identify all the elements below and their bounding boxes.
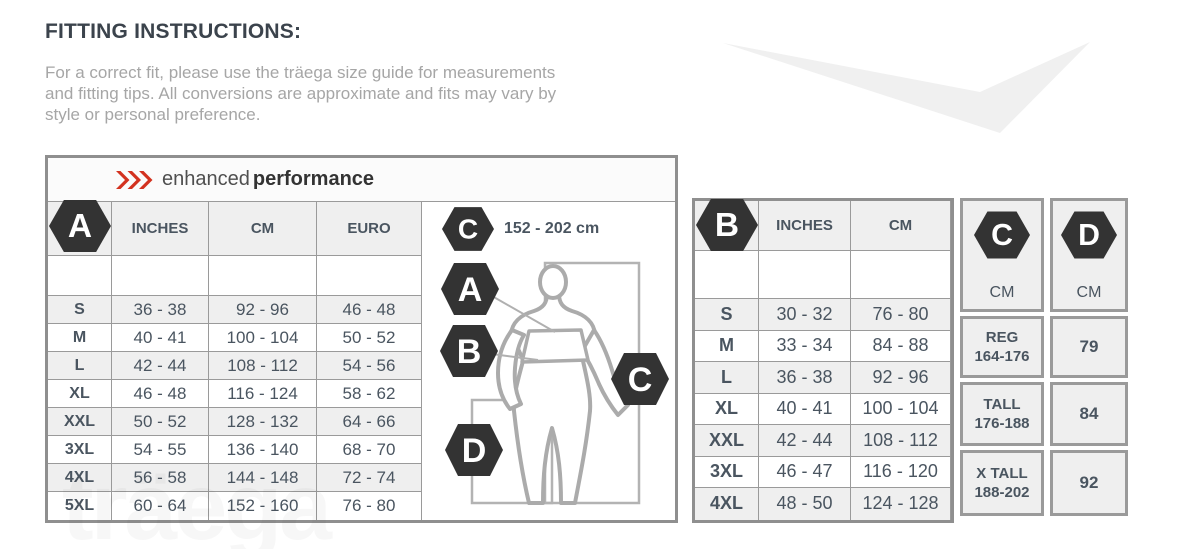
brand-banner — [48, 158, 675, 202]
height-segment-range: 164-176 — [974, 348, 1030, 365]
intro-line: For a correct fit, please use the träega size guide for measurements — [45, 63, 556, 82]
empty-cell — [695, 251, 759, 299]
size-cell: L — [48, 352, 112, 380]
height-column-header — [960, 198, 1044, 312]
svg-text:B: B — [456, 333, 482, 371]
euro-cell: 72 - 74 — [317, 464, 422, 492]
col-header-euro: EURO — [317, 202, 422, 256]
size-cell: XXL — [48, 408, 112, 436]
inches-cell: 46 - 47 — [759, 457, 851, 489]
body-head — [540, 266, 566, 298]
badge-d-icon — [1061, 210, 1117, 260]
empty-cell — [112, 256, 209, 296]
size-cell: 3XL — [695, 457, 759, 489]
euro-cell: 58 - 62 — [317, 380, 422, 408]
euro-cell: 54 - 56 — [317, 352, 422, 380]
svg-text:D: D — [461, 432, 487, 470]
height-segment — [960, 450, 1044, 516]
table-row — [48, 380, 422, 408]
svg-text:A: A — [67, 208, 93, 246]
table-row — [695, 394, 951, 426]
waist-column-badge-cell — [695, 201, 759, 251]
euro-cell: 76 - 80 — [317, 492, 422, 520]
badge-a-icon — [441, 263, 499, 315]
cm-cell: 116 - 120 — [851, 457, 951, 489]
euro-cell: 46 - 48 — [317, 296, 422, 324]
table-row — [48, 352, 422, 380]
size-guide-content — [45, 155, 1180, 523]
badge-c-icon — [442, 206, 494, 252]
inches-cell: 42 - 44 — [759, 425, 851, 457]
inches-cell: 50 - 52 — [112, 408, 209, 436]
inches-cell: 40 - 41 — [759, 394, 851, 426]
table-row — [695, 425, 951, 457]
cm-cell: 92 - 96 — [209, 296, 317, 324]
spacer-row — [695, 251, 951, 299]
upper-body-size-table — [45, 155, 678, 523]
size-cell: 4XL — [695, 488, 759, 520]
brand-name-light: enhanced — [162, 168, 250, 190]
cm-cell: 76 - 80 — [851, 299, 951, 331]
inseam-value-cell — [1050, 382, 1128, 446]
badge-a-icon — [49, 198, 111, 254]
svg-text:A: A — [457, 271, 483, 309]
table-row — [695, 457, 951, 489]
inseam-value: 79 — [1079, 337, 1099, 356]
page-title: FITTING INSTRUCTIONS: — [45, 20, 302, 43]
svg-text:C: C — [457, 213, 479, 245]
svg-text:B: B — [714, 207, 740, 245]
decorative-swoosh — [700, 25, 1110, 145]
euro-cell: 64 - 66 — [317, 408, 422, 436]
empty-cell — [851, 251, 951, 299]
height-range-text: 152 - 202 cm — [504, 220, 600, 237]
table-row — [695, 488, 951, 520]
cm-cell: 128 - 132 — [209, 408, 317, 436]
height-range-note — [422, 202, 675, 256]
unit-label: CM — [989, 284, 1015, 301]
waist-table-header-row — [695, 201, 951, 251]
empty-cell — [209, 256, 317, 296]
table-row — [695, 331, 951, 363]
size-cell: S — [695, 299, 759, 331]
col-header-cm: CM — [209, 202, 317, 256]
cm-cell: 100 - 104 — [851, 394, 951, 426]
cm-cell: 124 - 128 — [851, 488, 951, 520]
waist-size-table — [692, 198, 954, 523]
col-header-cm: CM — [851, 201, 951, 251]
empty-cell — [48, 256, 112, 296]
cm-cell: 136 - 140 — [209, 436, 317, 464]
height-column — [960, 198, 1044, 523]
inches-cell: 48 - 50 — [759, 488, 851, 520]
size-cell: 5XL — [48, 492, 112, 520]
cm-cell: 84 - 88 — [851, 331, 951, 363]
inches-cell: 60 - 64 — [112, 492, 209, 520]
height-segment — [960, 316, 1044, 378]
upper-table-header-row — [48, 202, 422, 256]
table-row — [695, 299, 951, 331]
inches-cell: 46 - 48 — [112, 380, 209, 408]
cm-cell: 100 - 104 — [209, 324, 317, 352]
inseam-value: 92 — [1079, 473, 1099, 492]
cm-cell: 144 - 148 — [209, 464, 317, 492]
table-row — [48, 492, 422, 520]
triple-chevron-right-icon — [116, 171, 153, 189]
inches-cell: 33 - 34 — [759, 331, 851, 363]
size-cell: S — [48, 296, 112, 324]
inseam-value-cell — [1050, 450, 1128, 516]
badge-d-icon — [445, 424, 503, 476]
height-segment-label: REG — [985, 329, 1019, 346]
svg-text:C: C — [627, 361, 653, 399]
table-row — [48, 324, 422, 352]
inseam-value: 84 — [1079, 404, 1099, 423]
euro-cell: 68 - 70 — [317, 436, 422, 464]
size-cell: M — [695, 331, 759, 363]
empty-cell — [317, 256, 422, 296]
size-cell: XL — [48, 380, 112, 408]
height-segment — [960, 382, 1044, 446]
badge-b-icon — [696, 197, 758, 253]
chest-band — [522, 330, 588, 362]
inches-cell: 56 - 58 — [112, 464, 209, 492]
cm-cell: 108 - 112 — [851, 425, 951, 457]
body-diagram — [422, 256, 675, 518]
table-row — [695, 362, 951, 394]
cm-cell: 116 - 124 — [209, 380, 317, 408]
svg-text:D: D — [1078, 219, 1100, 253]
badge-c-icon — [974, 210, 1030, 260]
inseam-value-cell — [1050, 316, 1128, 378]
col-header-inches: INCHES — [112, 202, 209, 256]
height-segment-range: 176-188 — [974, 415, 1030, 432]
intro-text — [45, 62, 705, 125]
size-cell: XL — [695, 394, 759, 426]
table-row — [48, 296, 422, 324]
intro-line: style or personal preference. — [45, 105, 261, 124]
svg-text:C: C — [991, 219, 1013, 253]
size-cell: L — [695, 362, 759, 394]
height-segment-label: X TALL — [976, 465, 1028, 482]
cm-cell: 152 - 160 — [209, 492, 317, 520]
upper-table-grid — [48, 202, 422, 520]
inches-cell: 36 - 38 — [112, 296, 209, 324]
intro-line: and fitting tips. All conversions are approximate and fits may vary by — [45, 84, 557, 103]
inseam-column-header — [1050, 198, 1128, 312]
height-segment-range: 188-202 — [974, 484, 1030, 501]
inches-cell: 40 - 41 — [112, 324, 209, 352]
cm-cell: 92 - 96 — [851, 362, 951, 394]
unit-label: CM — [1076, 284, 1102, 301]
cm-cell: 108 - 112 — [209, 352, 317, 380]
size-cell: M — [48, 324, 112, 352]
table-row — [48, 464, 422, 492]
inches-cell: 42 - 44 — [112, 352, 209, 380]
euro-cell: 50 - 52 — [317, 324, 422, 352]
size-cell: XXL — [695, 425, 759, 457]
lower-body-size-section — [692, 198, 1128, 523]
badge-b-icon — [440, 325, 498, 377]
body-diagram-area — [422, 202, 675, 520]
brand-name-bold: performance — [252, 168, 375, 190]
height-segment-label: TALL — [983, 396, 1021, 413]
chest-column-badge-cell — [48, 202, 112, 256]
size-cell: 3XL — [48, 436, 112, 464]
empty-cell — [759, 251, 851, 299]
table-row — [48, 408, 422, 436]
inches-cell: 36 - 38 — [759, 362, 851, 394]
inches-cell: 54 - 55 — [112, 436, 209, 464]
table-row — [48, 436, 422, 464]
size-cell: 4XL — [48, 464, 112, 492]
inches-cell: 30 - 32 — [759, 299, 851, 331]
inseam-column — [1050, 198, 1128, 523]
col-header-inches: INCHES — [759, 201, 851, 251]
spacer-row — [48, 256, 422, 296]
